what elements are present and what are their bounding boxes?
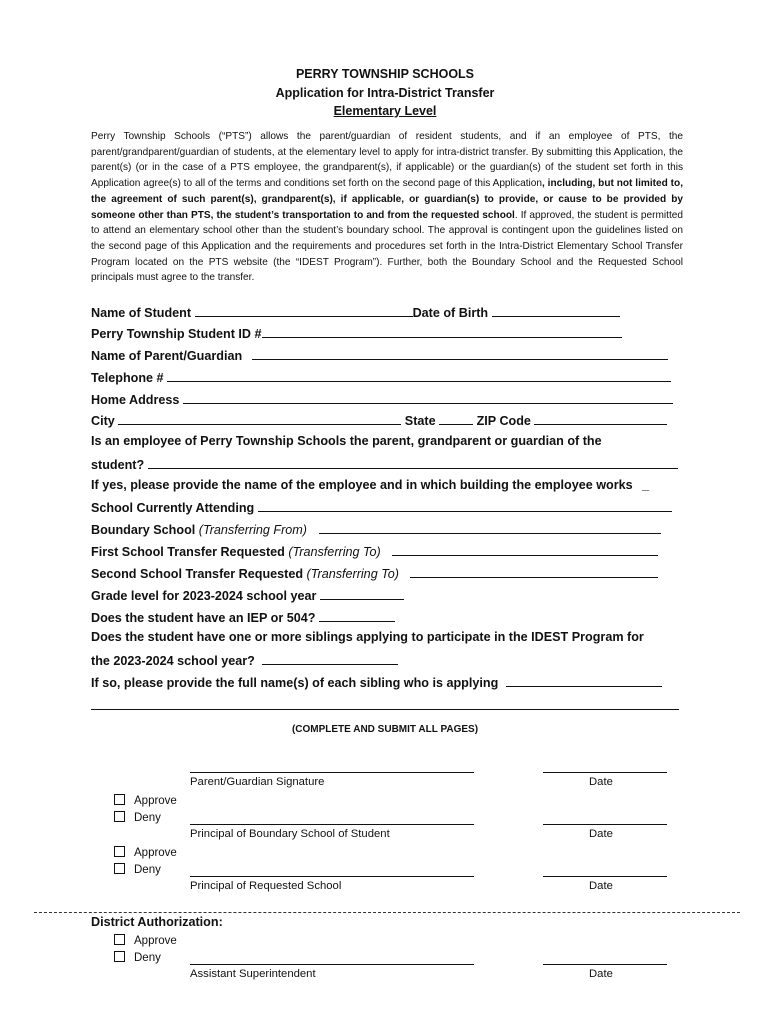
checkbox-icon [114, 846, 125, 857]
employee-name-row [91, 478, 649, 492]
form-title: Application for Intra-District Transfer [275, 86, 495, 100]
telephone-field[interactable] [167, 369, 671, 382]
requested-approve-checkbox[interactable] [114, 846, 177, 859]
address-field[interactable] [183, 391, 673, 404]
grade-level-row [91, 587, 404, 603]
district-deny-checkbox[interactable] [114, 951, 161, 964]
parent-date-caption: Date [589, 776, 613, 788]
checkbox-icon [114, 934, 125, 945]
employee-name-label: If yes, please provide the name of the employee and in which building the employee works [91, 478, 633, 492]
address-row [91, 391, 673, 407]
employee-question-row [91, 456, 678, 472]
employee-name-field[interactable]: _ [642, 478, 650, 492]
boundary-deny-checkbox[interactable] [114, 811, 161, 824]
parent-date-line[interactable] [543, 772, 667, 773]
sibling-names-label: If so, please provide the full name(s) of each sibling who is applying [91, 676, 499, 690]
second-transfer-field[interactable] [410, 565, 658, 578]
requested-deny-checkbox[interactable] [114, 863, 161, 876]
city-row [91, 412, 667, 428]
second-transfer-label: Second School Transfer Requested [91, 567, 304, 581]
boundary-approve-checkbox[interactable] [114, 794, 177, 807]
approve-label: Approve [134, 795, 177, 807]
parent-name-row [91, 347, 668, 363]
siblings-answer-field[interactable] [262, 652, 398, 665]
telephone-row [91, 369, 671, 385]
siblings-question-line2: the 2023-2024 school year? [91, 654, 255, 668]
intro-text-bold: , including, but not limited to, the agreement of such parent(s), grandparent(s), if applicable, or guardian(s) to provide, or cause to be provided by someone other than PTS, the student’s transportation to and from the requested school [91, 178, 683, 221]
first-transfer-field[interactable] [392, 543, 658, 556]
iep-label: Does the student have an IEP or 504? [91, 611, 316, 625]
deny-label: Deny [134, 952, 161, 964]
state-field[interactable] [439, 412, 473, 425]
city-field[interactable] [118, 412, 401, 425]
parent-signature-line[interactable] [190, 772, 474, 773]
zip-label: ZIP Code [476, 414, 531, 428]
siblings-question-line1: Does the student have one or more siblings applying to participate in the IDEST Program for [91, 630, 644, 644]
requested-principal-signature-line[interactable] [190, 876, 474, 877]
boundary-school-field[interactable] [319, 521, 661, 534]
org-name: PERRY TOWNSHIP SCHOOLS [295, 67, 475, 81]
student-name-label: Name of Student [91, 306, 192, 320]
address-label: Home Address [91, 393, 180, 407]
checkbox-icon [114, 811, 125, 822]
parent-signature-caption: Parent/Guardian Signature [190, 776, 325, 788]
form-level: Elementary Level [333, 104, 437, 118]
iep-row [91, 609, 395, 625]
boundary-principal-date-caption: Date [589, 828, 613, 840]
submit-note: (COMPLETE AND SUBMIT ALL PAGES) [291, 724, 479, 735]
checkbox-icon [114, 951, 125, 962]
student-name-field[interactable] [195, 304, 413, 317]
parent-name-field[interactable] [252, 347, 668, 360]
employee-question-line1: Is an employee of Perry Township Schools the parent, grandparent or guardian of the [91, 434, 602, 448]
zip-field[interactable] [534, 412, 667, 425]
checkbox-icon [114, 794, 125, 805]
first-transfer-label: First School Transfer Requested [91, 545, 285, 559]
dob-field[interactable] [492, 304, 620, 317]
boundary-school-note: (Transferring From) [198, 523, 307, 537]
student-id-row [91, 325, 622, 341]
state-label: State [404, 414, 436, 428]
iep-field[interactable] [319, 609, 395, 622]
student-id-field[interactable] [262, 325, 622, 338]
assistant-superintendent-date-line[interactable] [543, 964, 667, 965]
assistant-superintendent-caption: Assistant Superintendent [190, 968, 316, 980]
intro-text-2: . If approved, the student is permitted to attend an elementary school other than the student’s boundary school. The approval is contingent upon the guidelines listed on the second page of this Application and the requirements and procedures set forth in the Intra-District Elementary School Transfer Program located on the PTS website (the “IDEST Program”). Further, both the Boundary School and the Requested School principals must agree to the transfer. [91, 209, 684, 284]
assistant-superintendent-date-caption: Date [589, 968, 613, 980]
boundary-school-label: Boundary School [91, 523, 196, 537]
boundary-principal-caption: Principal of Boundary School of Student [190, 828, 390, 840]
first-transfer-note: (Transferring To) [288, 545, 381, 559]
current-school-field[interactable] [258, 499, 672, 512]
boundary-school-row [91, 521, 661, 537]
first-transfer-row [91, 543, 658, 559]
intro-text-1: Perry Township Schools (“PTS”) allows the parent/guardian of resident students, and if an employee of PTS, the parent/grandparent/guardian of students, at the elementary level to apply for intra-district transfer. By submitting this Application, the parent(s) (or in the case of a PTS employee, the grandparent(s), if applicable) or the guardian(s) of the student set forth in this Application agree(s) to all of the terms and conditions set forth on the second page of this Application [91, 131, 683, 190]
grade-level-field[interactable] [320, 587, 404, 600]
student-name-row [91, 304, 620, 320]
intro-paragraph [91, 129, 683, 286]
sibling-names-field-2[interactable] [91, 709, 679, 710]
student-id-label: Perry Township Student ID # [91, 327, 262, 341]
siblings-question-row [91, 652, 398, 668]
deny-label: Deny [134, 812, 161, 824]
assistant-superintendent-signature-line[interactable] [190, 964, 474, 965]
city-label: City [91, 414, 115, 428]
requested-principal-caption: Principal of Requested School [190, 880, 342, 892]
approve-label: Approve [134, 847, 177, 859]
requested-principal-date-line[interactable] [543, 876, 667, 877]
employee-question-line2: student? [91, 458, 145, 472]
deny-label: Deny [134, 864, 161, 876]
dob-label: Date of Birth [412, 306, 489, 320]
parent-name-label: Name of Parent/Guardian [91, 349, 243, 363]
requested-principal-date-caption: Date [589, 880, 613, 892]
grade-level-label: Grade level for 2023-2024 school year [91, 589, 317, 603]
second-transfer-note: (Transferring To) [306, 567, 399, 581]
telephone-label: Telephone # [91, 371, 164, 385]
current-school-row [91, 499, 672, 515]
district-approve-checkbox[interactable] [114, 934, 177, 947]
boundary-principal-signature-line[interactable] [190, 824, 474, 825]
district-authorization-title: District Authorization: [91, 915, 223, 929]
checkbox-icon [114, 863, 125, 874]
cut-line-divider [34, 912, 740, 913]
sibling-names-field[interactable] [506, 674, 662, 687]
sibling-names-row [91, 674, 662, 690]
employee-answer-field[interactable] [148, 456, 678, 469]
boundary-principal-date-line[interactable] [543, 824, 667, 825]
approve-label: Approve [134, 935, 177, 947]
current-school-label: School Currently Attending [91, 501, 255, 515]
second-transfer-row [91, 565, 658, 581]
